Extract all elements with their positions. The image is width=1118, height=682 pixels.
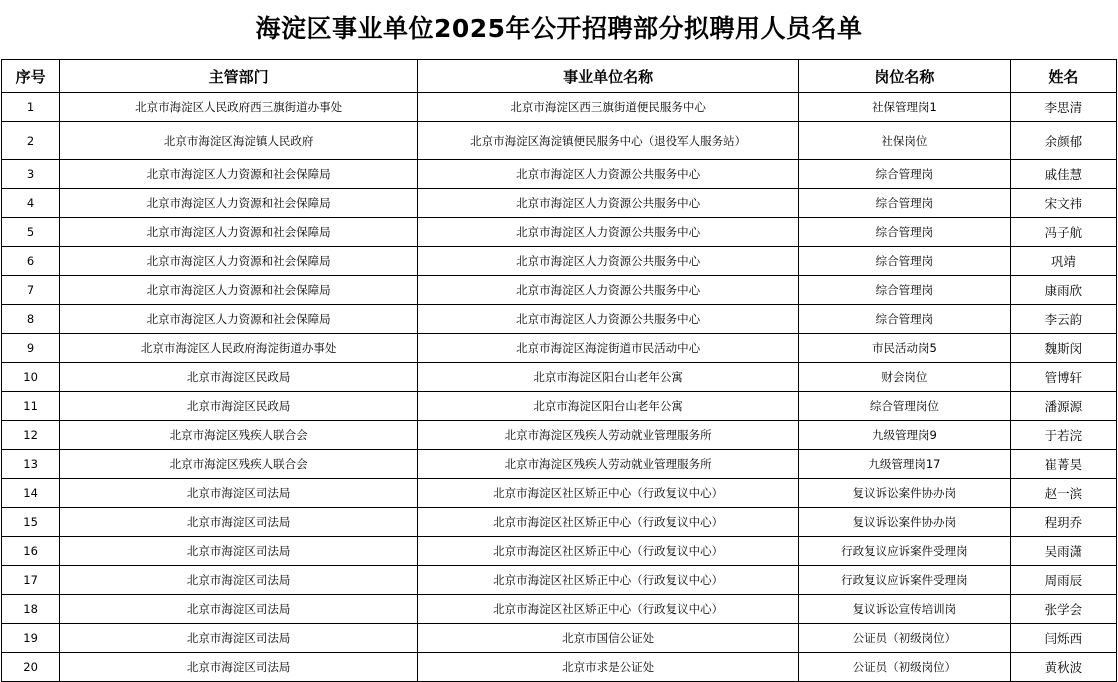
cell-supervising-department[interactable]: 北京市海淀区民政局 [60, 363, 418, 392]
cell-serial-number[interactable]: 18 [2, 595, 60, 624]
cell-person-name[interactable]: 冯子航 [1010, 218, 1116, 247]
cell-person-name[interactable]: 余颜郁 [1010, 122, 1116, 160]
cell-institution-name[interactable]: 北京市求是公证处 [418, 653, 799, 682]
cell-serial-number[interactable]: 16 [2, 537, 60, 566]
cell-serial-number[interactable]: 10 [2, 363, 60, 392]
cell-serial-number[interactable]: 5 [2, 218, 60, 247]
cell-serial-number[interactable]: 6 [2, 247, 60, 276]
table-row [2, 160, 1117, 189]
cell-institution-name[interactable]: 北京市海淀区海淀镇便民服务中心（退役军人服务站） [418, 122, 799, 160]
cell-supervising-department[interactable]: 北京市海淀区司法局 [60, 566, 418, 595]
header-supervising-department[interactable]: 主管部门 [60, 60, 418, 93]
cell-position-name[interactable]: 综合管理岗 [799, 305, 1011, 334]
cell-position-name[interactable]: 综合管理岗 [799, 276, 1011, 305]
cell-serial-number[interactable]: 20 [2, 653, 60, 682]
cell-serial-number[interactable]: 12 [2, 421, 60, 450]
cell-institution-name[interactable]: 北京市海淀区阳台山老年公寓 [418, 363, 799, 392]
header-row [2, 60, 1117, 93]
table-row [2, 508, 1117, 537]
hiring-list-table [1, 59, 1117, 682]
cell-person-name[interactable]: 赵一滨 [1010, 479, 1116, 508]
cell-position-name[interactable]: 社保管理岗1 [799, 93, 1011, 122]
cell-position-name[interactable]: 九级管理岗9 [799, 421, 1011, 450]
table-row [2, 537, 1117, 566]
cell-institution-name[interactable]: 北京市海淀区阳台山老年公寓 [418, 392, 799, 421]
cell-person-name[interactable]: 李云韵 [1010, 305, 1116, 334]
cell-position-name[interactable]: 公证员（初级岗位） [799, 653, 1011, 682]
cell-position-name[interactable]: 社保岗位 [799, 122, 1011, 160]
cell-serial-number[interactable]: 2 [2, 122, 60, 160]
cell-person-name[interactable]: 康雨欣 [1010, 276, 1116, 305]
cell-position-name[interactable]: 公证员（初级岗位） [799, 624, 1011, 653]
cell-serial-number[interactable]: 7 [2, 276, 60, 305]
cell-person-name[interactable]: 张学会 [1010, 595, 1116, 624]
table-row [2, 624, 1117, 653]
cell-institution-name[interactable]: 北京市海淀区残疾人劳动就业管理服务所 [418, 421, 799, 450]
cell-person-name[interactable]: 潘源源 [1010, 392, 1116, 421]
cell-supervising-department[interactable]: 北京市海淀区司法局 [60, 653, 418, 682]
cell-supervising-department[interactable]: 北京市海淀区人力资源和社会保障局 [60, 247, 418, 276]
cell-supervising-department[interactable]: 北京市海淀区海淀镇人民政府 [60, 122, 418, 160]
cell-person-name[interactable]: 黄秋波 [1010, 653, 1116, 682]
table-row [2, 363, 1117, 392]
cell-supervising-department[interactable]: 北京市海淀区人民政府海淀街道办事处 [60, 334, 418, 363]
cell-serial-number[interactable]: 1 [2, 93, 60, 122]
cell-institution-name[interactable]: 北京市海淀区人力资源公共服务中心 [418, 218, 799, 247]
cell-serial-number[interactable]: 14 [2, 479, 60, 508]
header-person-name[interactable]: 姓名 [1010, 60, 1116, 93]
cell-serial-number[interactable]: 11 [2, 392, 60, 421]
cell-serial-number[interactable]: 13 [2, 450, 60, 479]
cell-position-name[interactable]: 行政复议应诉案件受理岗 [799, 566, 1011, 595]
table-row [2, 421, 1117, 450]
cell-person-name[interactable]: 闫烁西 [1010, 624, 1116, 653]
cell-institution-name[interactable]: 北京市海淀区社区矫正中心（行政复议中心） [418, 537, 799, 566]
cell-supervising-department[interactable]: 北京市海淀区司法局 [60, 508, 418, 537]
header-serial-number[interactable]: 序号 [2, 60, 60, 93]
cell-supervising-department[interactable]: 北京市海淀区人力资源和社会保障局 [60, 305, 418, 334]
cell-institution-name[interactable]: 北京市海淀区人力资源公共服务中心 [418, 276, 799, 305]
table-row [2, 247, 1117, 276]
table-row [2, 392, 1117, 421]
cell-supervising-department[interactable]: 北京市海淀区人力资源和社会保障局 [60, 160, 418, 189]
table-row [2, 334, 1117, 363]
table-row [2, 653, 1117, 682]
cell-serial-number[interactable]: 19 [2, 624, 60, 653]
cell-institution-name[interactable]: 北京市国信公证处 [418, 624, 799, 653]
cell-supervising-department[interactable]: 北京市海淀区人力资源和社会保障局 [60, 189, 418, 218]
cell-supervising-department[interactable]: 北京市海淀区司法局 [60, 537, 418, 566]
cell-institution-name[interactable]: 北京市海淀区社区矫正中心（行政复议中心） [418, 479, 799, 508]
table-row [2, 305, 1117, 334]
cell-institution-name[interactable]: 北京市海淀区社区矫正中心（行政复议中心） [418, 595, 799, 624]
cell-person-name[interactable]: 魏斯闵 [1010, 334, 1116, 363]
cell-institution-name[interactable]: 北京市海淀区社区矫正中心（行政复议中心） [418, 566, 799, 595]
cell-institution-name[interactable]: 北京市海淀区人力资源公共服务中心 [418, 305, 799, 334]
cell-serial-number[interactable]: 8 [2, 305, 60, 334]
header-institution-name[interactable]: 事业单位名称 [418, 60, 799, 93]
cell-position-name[interactable]: 财会岗位 [799, 363, 1011, 392]
cell-supervising-department[interactable]: 北京市海淀区残疾人联合会 [60, 450, 418, 479]
cell-institution-name[interactable]: 北京市海淀区残疾人劳动就业管理服务所 [418, 450, 799, 479]
cell-person-name[interactable]: 巩靖 [1010, 247, 1116, 276]
cell-person-name[interactable]: 戚佳慧 [1010, 160, 1116, 189]
cell-institution-name[interactable]: 北京市海淀区社区矫正中心（行政复议中心） [418, 508, 799, 537]
cell-supervising-department[interactable]: 北京市海淀区人力资源和社会保障局 [60, 276, 418, 305]
cell-position-name[interactable]: 综合管理岗 [799, 189, 1011, 218]
cell-person-name[interactable]: 宋文祎 [1010, 189, 1116, 218]
cell-position-name[interactable]: 复议诉讼宣传培训岗 [799, 595, 1011, 624]
cell-serial-number[interactable]: 17 [2, 566, 60, 595]
cell-institution-name[interactable]: 北京市海淀区西三旗街道便民服务中心 [418, 93, 799, 122]
cell-person-name[interactable]: 管博轩 [1010, 363, 1116, 392]
table-row [2, 566, 1117, 595]
table-row [2, 122, 1117, 160]
cell-position-name[interactable]: 复议诉讼案件协办岗 [799, 479, 1011, 508]
table-row [2, 218, 1117, 247]
cell-supervising-department[interactable]: 北京市海淀区司法局 [60, 479, 418, 508]
cell-supervising-department[interactable]: 北京市海淀区司法局 [60, 595, 418, 624]
cell-person-name[interactable]: 吴雨潇 [1010, 537, 1116, 566]
cell-supervising-department[interactable]: 北京市海淀区人民政府西三旗街道办事处 [60, 93, 418, 122]
cell-institution-name[interactable]: 北京市海淀区人力资源公共服务中心 [418, 247, 799, 276]
cell-position-name[interactable]: 综合管理岗 [799, 218, 1011, 247]
table-row [2, 276, 1117, 305]
table-row [2, 93, 1117, 122]
cell-supervising-department[interactable]: 北京市海淀区民政局 [60, 392, 418, 421]
cell-position-name[interactable]: 复议诉讼案件协办岗 [799, 508, 1011, 537]
header-position-name[interactable]: 岗位名称 [799, 60, 1011, 93]
table-row [2, 479, 1117, 508]
cell-person-name[interactable]: 周雨辰 [1010, 566, 1116, 595]
cell-person-name[interactable]: 崔菁昊 [1010, 450, 1116, 479]
table-row [2, 189, 1117, 218]
cell-position-name[interactable]: 综合管理岗位 [799, 392, 1011, 421]
cell-institution-name[interactable]: 北京市海淀区海淀街道市民活动中心 [418, 334, 799, 363]
cell-position-name[interactable]: 综合管理岗 [799, 160, 1011, 189]
cell-serial-number[interactable]: 9 [2, 334, 60, 363]
cell-serial-number[interactable]: 4 [2, 189, 60, 218]
cell-institution-name[interactable]: 北京市海淀区人力资源公共服务中心 [418, 189, 799, 218]
cell-supervising-department[interactable]: 北京市海淀区残疾人联合会 [60, 421, 418, 450]
table-row [2, 450, 1117, 479]
cell-person-name[interactable]: 于若浣 [1010, 421, 1116, 450]
page-title: 海淀区事业单位2025年公开招聘部分拟聘用人员名单 [255, 14, 863, 43]
cell-position-name[interactable]: 行政复议应诉案件受理岗 [799, 537, 1011, 566]
cell-serial-number[interactable]: 3 [2, 160, 60, 189]
cell-serial-number[interactable]: 15 [2, 508, 60, 537]
cell-person-name[interactable]: 李思清 [1010, 93, 1116, 122]
cell-position-name[interactable]: 市民活动岗5 [799, 334, 1011, 363]
cell-person-name[interactable]: 程玥乔 [1010, 508, 1116, 537]
cell-position-name[interactable]: 九级管理岗17 [799, 450, 1011, 479]
cell-position-name[interactable]: 综合管理岗 [799, 247, 1011, 276]
table-row [2, 595, 1117, 624]
cell-supervising-department[interactable]: 北京市海淀区司法局 [60, 624, 418, 653]
cell-supervising-department[interactable]: 北京市海淀区人力资源和社会保障局 [60, 218, 418, 247]
cell-institution-name[interactable]: 北京市海淀区人力资源公共服务中心 [418, 160, 799, 189]
